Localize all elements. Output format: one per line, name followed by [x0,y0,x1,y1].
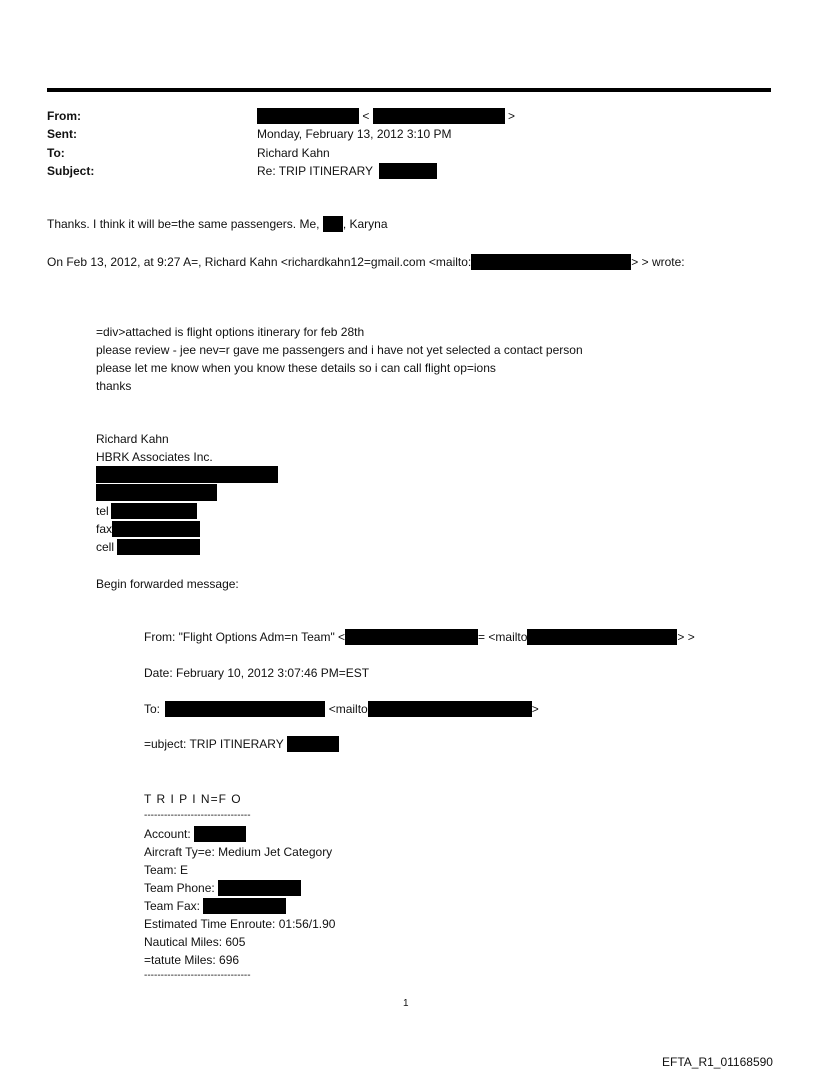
subject-value: Re: TRIP ITINERARY [257,163,437,179]
signature-fax: fax [96,521,200,537]
redaction [379,163,437,179]
sent-value: Monday, February 13, 2012 3:10 PM [257,127,452,141]
redaction [96,466,278,483]
quoted-line-3: please let me know when you know these details so i can call flight op=ions [96,361,496,375]
subject-label: Subject: [47,164,95,178]
signature-cell: cell [96,539,200,555]
trip-team: Team: E [144,863,189,877]
quoted-line-4: thanks [96,379,132,393]
reply-line-1: Thanks. I think it will be=the same passengers. Me, , Karyna [47,217,388,231]
redaction [345,629,478,645]
signature-tel: tel [96,503,197,519]
trip-divider: -------------------------------- [144,810,251,821]
page-number: 1 [403,998,409,1009]
trip-team-phone: Team Phone: [144,880,301,896]
redaction [117,539,200,555]
redaction [111,503,197,519]
forward-from: From: "Flight Options Adm=n Team" < = <mailto > > [144,630,695,644]
redaction [368,701,532,717]
to-label: To: [47,146,65,160]
header-rule [47,88,771,92]
redaction [96,484,217,501]
redaction [323,216,343,232]
to-value: Richard Kahn [257,146,330,160]
reply-line-2: On Feb 13, 2012, at 9:27 A=, Richard Kahn <richardkahn12=gmail.com <mailto: > > wrote: [47,255,685,269]
redaction [257,108,359,124]
from-value: < > [257,108,515,124]
forward-date: Date: February 10, 2012 3:07:46 PM=EST [144,666,370,680]
redaction [112,521,200,537]
quoted-line-2: please review - jee nev=r gave me passengers and i have not yet selected a contact person [96,343,583,357]
redaction [287,736,339,752]
redaction [373,108,505,124]
redaction [471,254,631,270]
redaction [203,898,286,914]
forwarded-heading: Begin forwarded message: [96,577,239,591]
redaction [218,880,301,896]
trip-statute-miles: =tatute Miles: 696 [144,953,240,967]
trip-divider-2: -------------------------------- [144,970,251,981]
forward-to: To: <mailto > [144,702,539,716]
quoted-line-1: =div>attached is flight options itinerary for feb 28th [96,325,365,339]
trip-nautical-miles: Nautical Miles: 605 [144,935,246,949]
from-label: From: [47,109,81,123]
signature-name: Richard Kahn [96,432,169,446]
trip-ete: Estimated Time Enroute: 01:56/1.90 [144,917,336,931]
trip-info-title: T R I P I N=F O [144,792,242,806]
trip-aircraft: Aircraft Ty=e: Medium Jet Category [144,845,333,859]
redaction [194,826,246,842]
bates-number: EFTA_R1_01168590 [662,1055,773,1069]
redaction [527,629,677,645]
trip-team-fax: Team Fax: [144,898,286,914]
trip-account: Account: [144,826,246,842]
redaction [165,701,325,717]
signature-company: HBRK Associates Inc. [96,450,213,464]
forward-subject: =ubject: TRIP ITINERARY [144,736,339,752]
sent-label: Sent: [47,127,77,141]
